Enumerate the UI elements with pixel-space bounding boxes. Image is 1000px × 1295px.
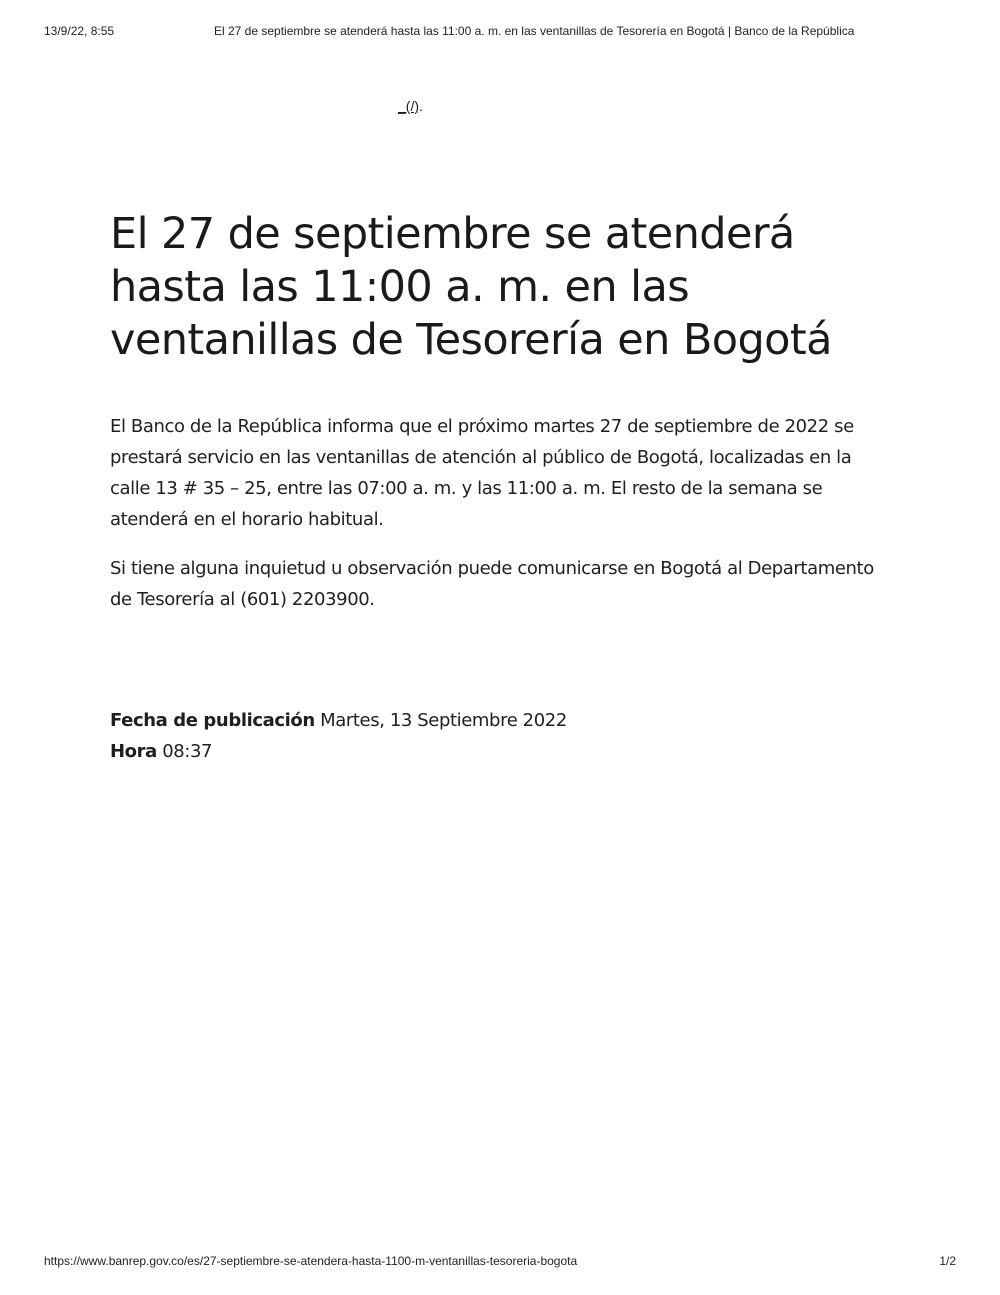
publication-date-label: Fecha de publicación [110, 710, 315, 731]
home-link-label: (/) [405, 98, 420, 114]
publication-time-row [110, 736, 567, 767]
article-paragraph: Si tiene alguna inquietud u observación puede comunicarse en Bogotá al Departamento de Tesorería al (601) 2203900. [110, 558, 874, 610]
print-date: 13/9/22, 8:55 [44, 24, 115, 38]
home-link-suffix: . [419, 98, 423, 114]
article-title-line: hasta las 11:00 a. m. en las [110, 262, 690, 312]
article-title-line: ventanillas de Tesorería en Bogotá [110, 315, 832, 365]
home-link-prefix: _ [398, 98, 406, 114]
print-page-number: 1/2 [939, 1254, 956, 1268]
publication-date-row [110, 705, 567, 736]
publication-time-value: 08:37 [162, 741, 213, 762]
publication-time-label: Hora [110, 741, 157, 762]
article-title-line: El 27 de septiembre se atenderá [110, 209, 795, 259]
print-url: https://www.banrep.gov.co/es/27-septiembre-se-atendera-hasta-1100-m-ventanillas-tesoreria-bogota [44, 1254, 578, 1268]
publication-meta [110, 705, 567, 767]
article [110, 208, 890, 633]
publication-date-value: Martes, 13 Septiembre 2022 [320, 710, 567, 731]
print-footer [44, 1254, 956, 1270]
article-body [110, 411, 890, 615]
article-paragraph: El Banco de la República informa que el próximo martes 27 de septiembre de 2022 se prestará servicio en las ventanillas de atención al público de Bogotá, localizadas en la calle 13 # 35 – 25, entre las 07:00 a. m. y las 11:00 a. m. El resto de la semana se atenderá en el horario habitual. [110, 416, 854, 530]
article-title [110, 208, 890, 367]
home-link[interactable] [398, 98, 423, 114]
print-document-title: El 27 de septiembre se atenderá hasta las 11:00 a. m. en las ventanillas de Tesorería en Bogotá | Banco de la República [214, 24, 855, 38]
print-header [44, 24, 956, 40]
